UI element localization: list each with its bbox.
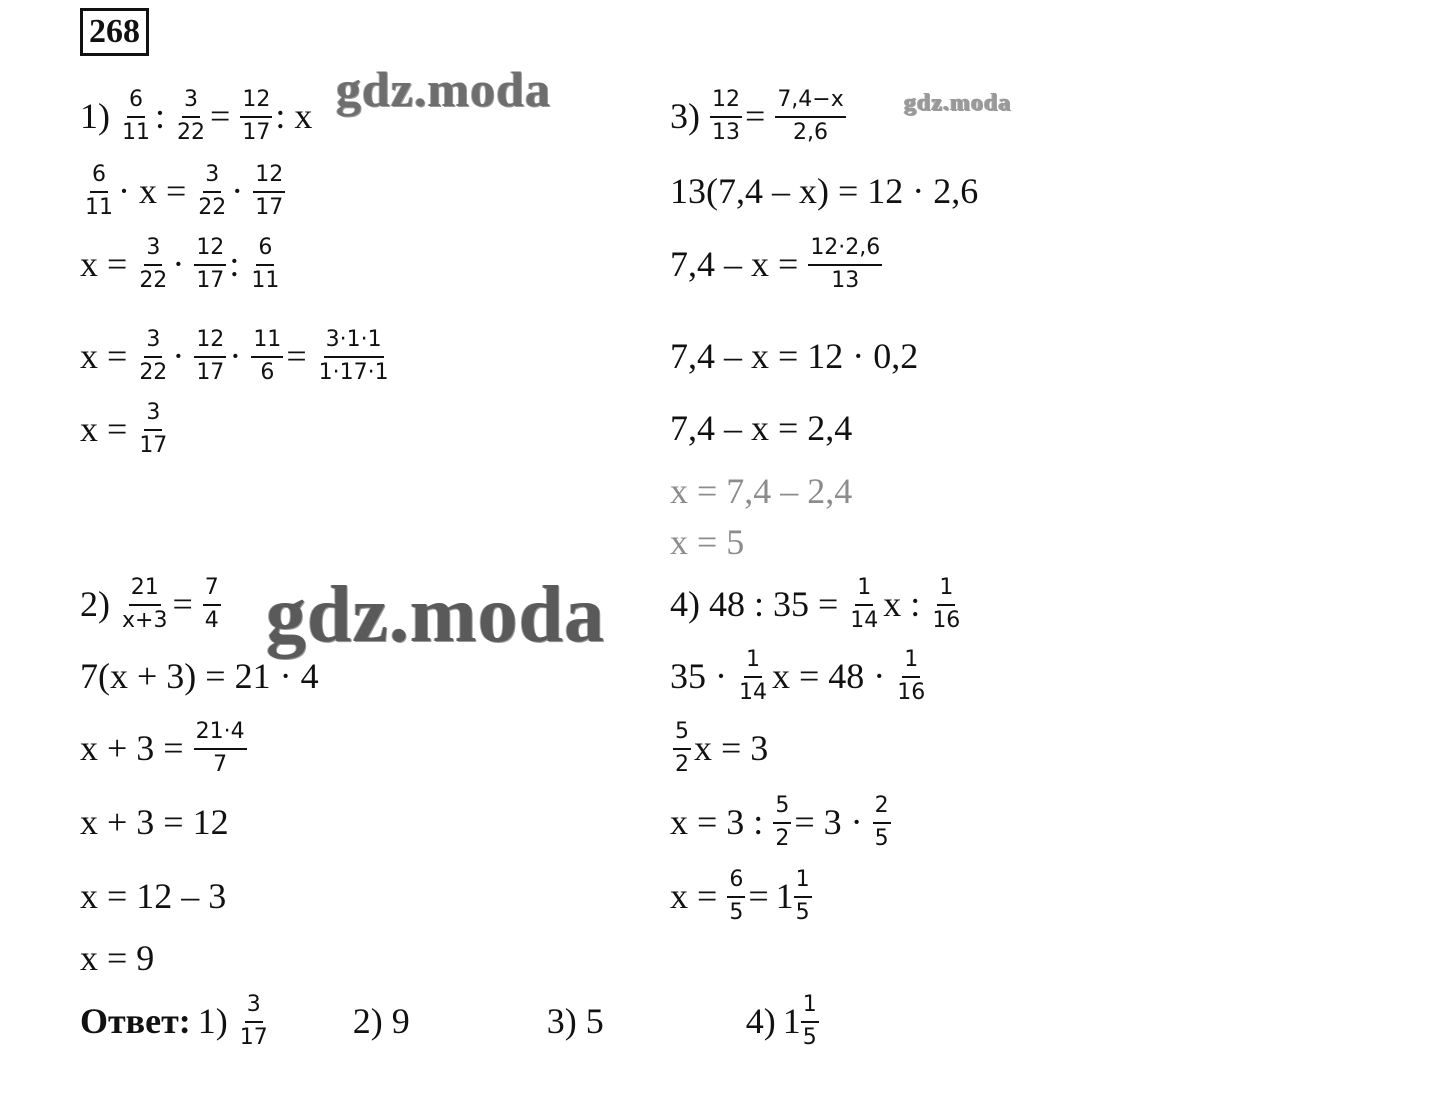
part4-line4: x = 3 : $\frac{5}{2}$ = 3 · $\frac{2}{5}$ [670,793,889,851]
answer-label: Ответ: [80,1001,191,1041]
fraction: $\frac{5}{2}$ [675,719,689,777]
part3-line2: 13(7,4 – x) = 12 · 2,6 [670,171,979,211]
part2-line1: 2) $\frac{21}{x+3}$ = $\frac{7}{4}$ [80,575,219,633]
fraction: $\frac{1}{16}$ [932,575,961,633]
fraction: $\frac{6}{5}$ [729,867,744,925]
part4-line1: 4) 48 : 35 = $\frac{1}{14}$ x : $\frac{1}{16}$ [670,575,961,633]
fraction: $\frac{21\cdot 4}{7}$ [195,719,245,777]
answer-3: 3) 5 [546,1001,604,1041]
fraction: $\frac{2}{5}$ [874,793,889,851]
fraction: $\frac{7}{4}$ [204,575,219,633]
problem-number: 268 [80,8,149,56]
fraction: $\frac{1}{14}$ [850,575,879,633]
fraction: $\frac{3}{22}$ [198,162,227,220]
fraction: $\frac{5}{2}$ [775,793,790,851]
part3-line6: x = 7,4 – 2,4 [670,471,853,511]
fraction: $\frac{12}{13}$ [712,87,740,145]
fraction: $\frac{7,4-x}{2,6}$ [777,87,844,145]
part2-line5: x = 12 – 3 [80,876,227,916]
fraction: $\frac{6}{11}$ [251,235,280,293]
part4-line2: 35 · $\frac{1}{14}$ x = 48 · $\frac{1}{16}$ [670,647,926,705]
part3-line5: 7,4 – x = 2,4 [670,408,853,448]
part2-line6: x = 9 [80,938,155,978]
part3-line1: 3) $\frac{12}{13}$ = $\frac{7,4-x}{2,6}$ [670,87,844,145]
part3-line7: x = 5 [670,522,745,562]
fraction: $\frac{1}{16}$ [897,647,926,705]
fraction: $\frac{3}{22}$ [177,87,206,145]
fraction: $\frac{11}{6}$ [253,327,282,385]
fraction: $\frac{21}{x+3}$ [122,575,168,633]
fraction: $\frac{12}{17}$ [196,327,225,385]
fraction: $\frac{6}{11}$ [122,87,150,145]
fraction: $\frac{12}{17}$ [242,87,271,145]
fraction: $\frac{3}{22}$ [139,235,168,293]
fraction: $\frac{3}{17}$ [239,992,268,1050]
part4-line3: $\frac{5}{2}$ x = 3 [675,719,769,777]
watermark: gdz.moda [904,90,1012,116]
part1-line1: 1) $\frac{6}{11}$ : $\frac{3}{22}$ = $\frac{12}{17}$ : x [80,87,313,145]
part1-line2: $\frac{6}{11}$ · x = $\frac{3}{22}$ · $\frac{12}{17}$ [85,162,284,220]
fraction: $\frac{1}{5}$ [795,867,810,925]
fraction: $\frac{1}{14}$ [739,647,767,705]
fraction: $\frac{3}{22}$ [139,327,168,385]
watermark: gdz.moda [266,571,606,659]
fraction: $\frac{12}{17}$ [255,162,284,220]
part2-line2: 7(x + 3) = 21 · 4 [80,656,319,696]
part2-line4: x + 3 = 12 [80,802,229,842]
part1-line3: x = $\frac{3}{22}$ · $\frac{12}{17}$ : $\frac{6}{11}$ [80,235,280,293]
answer-line: Ответ: 1) $\frac{3}{17}$ 2) 9 3) 5 4) 1 $\frac{1}{5}$ [80,985,829,1057]
part-label: 2) [80,584,110,624]
fraction: $\frac{12\cdot 2,6}{13}$ [810,235,881,293]
fraction: $\frac{1}{5}$ [802,992,817,1050]
mixed-number: 1 $\frac{1}{5}$ [775,867,810,925]
answer-2: 2) 9 [352,1001,410,1041]
fraction: $\frac{3}{17}$ [139,400,168,458]
part-label: 1) [80,96,110,136]
part4-line5: x = $\frac{6}{5}$ = 1 $\frac{1}{5}$ [670,860,822,932]
answer-4: 1 $\frac{1}{5}$ [782,992,817,1050]
part-label: 3) [670,96,700,136]
part1-line4: x = $\frac{3}{22}$ · $\frac{12}{17}$ · $\frac{11}{6}$ = $\frac{3\cdot 1\cdot 1}{1\cdot 17\cdot 1}$ [80,327,389,385]
fraction: $\frac{12}{17}$ [196,235,225,293]
part3-line3: 7,4 – x = $\frac{12\cdot 2,6}{13}$ [670,235,881,293]
watermark: gdz.moda [336,61,551,117]
fraction: $\frac{3\cdot 1\cdot 1}{1\cdot 17\cdot 1}$ [318,327,389,385]
part1-line5: x = $\frac{3}{17}$ [80,400,168,458]
part2-line3: x + 3 = $\frac{21\cdot 4}{7}$ [80,719,245,777]
fraction: $\frac{6}{11}$ [85,162,113,220]
part3-line4: 7,4 – x = 12 · 0,2 [670,336,919,376]
